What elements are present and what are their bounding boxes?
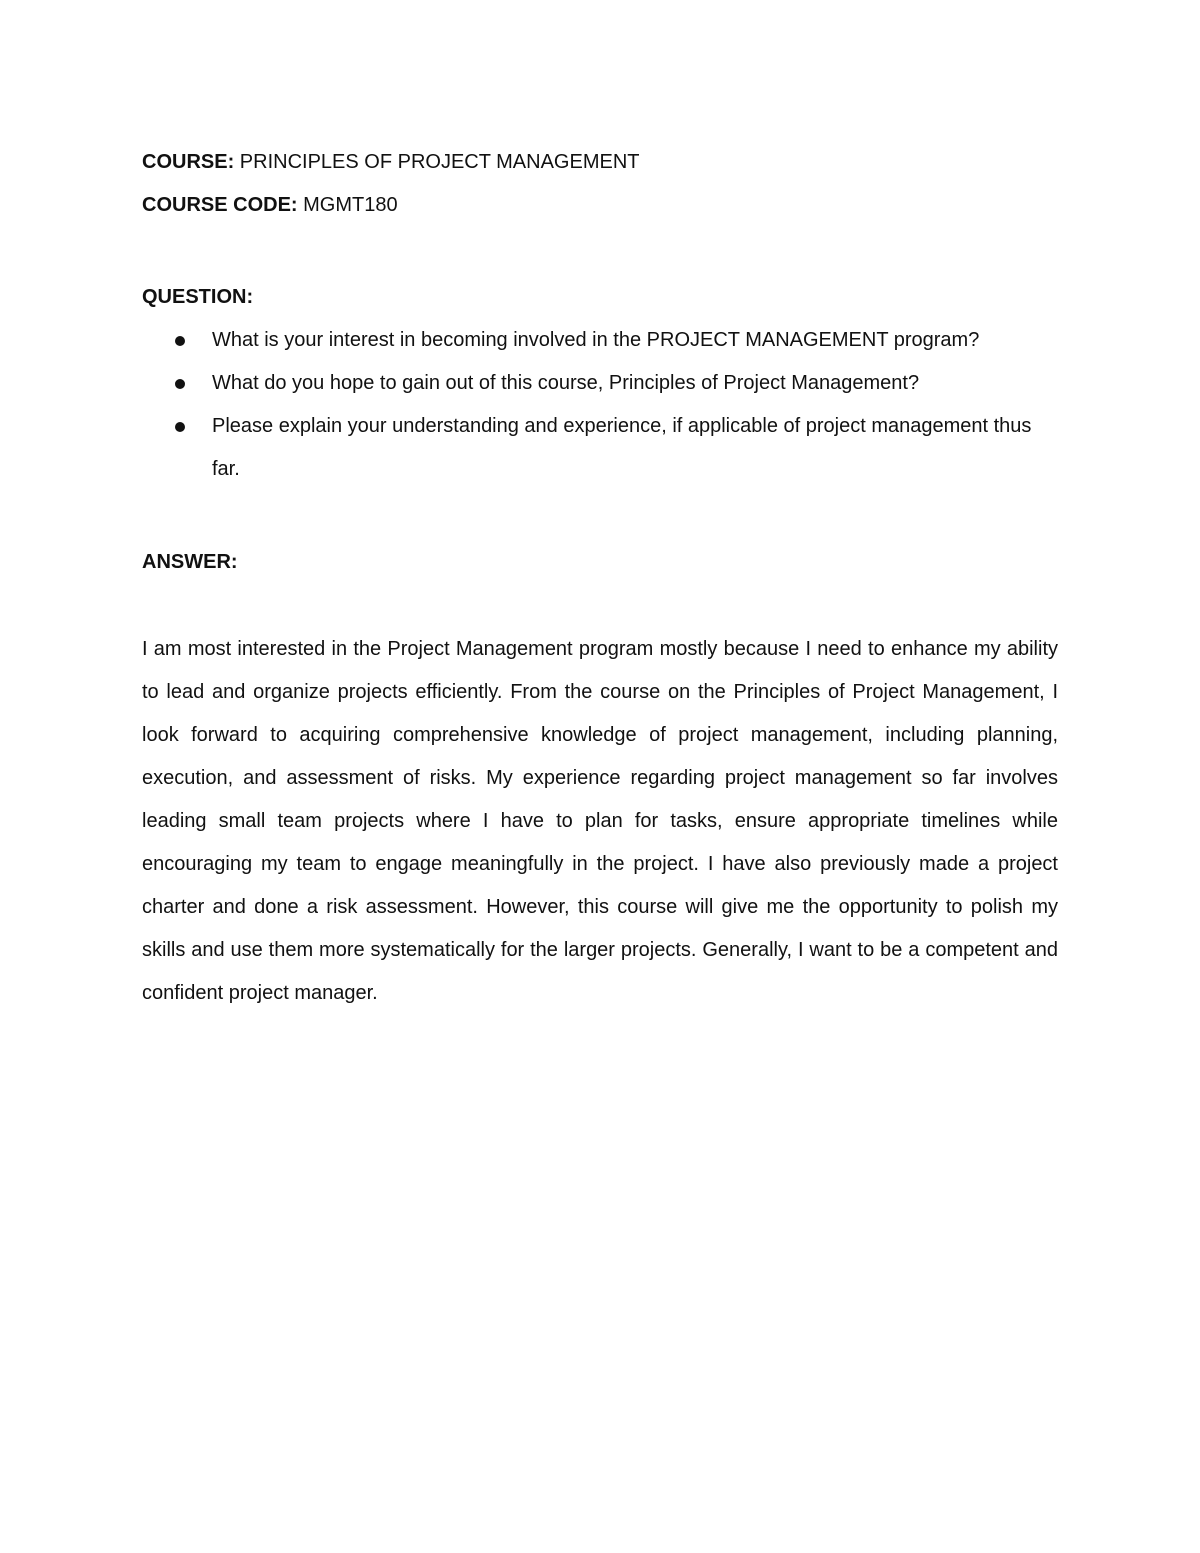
answer-paragraph: I am most interested in the Project Management program mostly because I need to enhance my ability to lead and organize projects efficiently. From the course on the Principles of Project Management, I look forward to acquiring comprehensive knowledge of project management, including planning, execution, and assessment of risks. My experience regarding project management so far involves leading small team projects where I have to plan for tasks, ensure appropriate timelines while encouraging my team to engage meaningfully in the project. I have also previously made a project charter and done a risk assessment. However, this course will give me the opportunity to polish my skills and use them more systematically for the larger projects. Generally, I want to be a competent and confident project manager.: [142, 638, 1058, 1004]
question-heading: QUESTION:: [142, 286, 254, 308]
course-code-line: [142, 184, 1058, 227]
bullet-icon: [175, 379, 185, 389]
question-text: What do you hope to gain out of this course, Principles of Project Management?: [212, 372, 920, 394]
question-list: [142, 319, 1058, 491]
course-code-value: MGMT180: [303, 194, 398, 216]
course-label: COURSE:: [142, 151, 235, 173]
question-item: [142, 362, 1058, 405]
question-text: What is your interest in becoming involved in the PROJECT MANAGEMENT program?: [212, 329, 980, 351]
course-code-label: COURSE CODE:: [142, 194, 298, 216]
course-value: PRINCIPLES OF PROJECT MANAGEMENT: [239, 151, 640, 173]
question-text: Please explain your understanding and experience, if applicable of project management thus far.: [212, 415, 1032, 480]
question-item: [142, 405, 1058, 491]
answer-heading: ANSWER:: [142, 551, 238, 573]
bullet-icon: [175, 336, 185, 346]
bullet-icon: [175, 422, 185, 432]
course-line: [142, 141, 1058, 184]
question-item: [142, 319, 1058, 362]
document-content: [142, 141, 1058, 1015]
